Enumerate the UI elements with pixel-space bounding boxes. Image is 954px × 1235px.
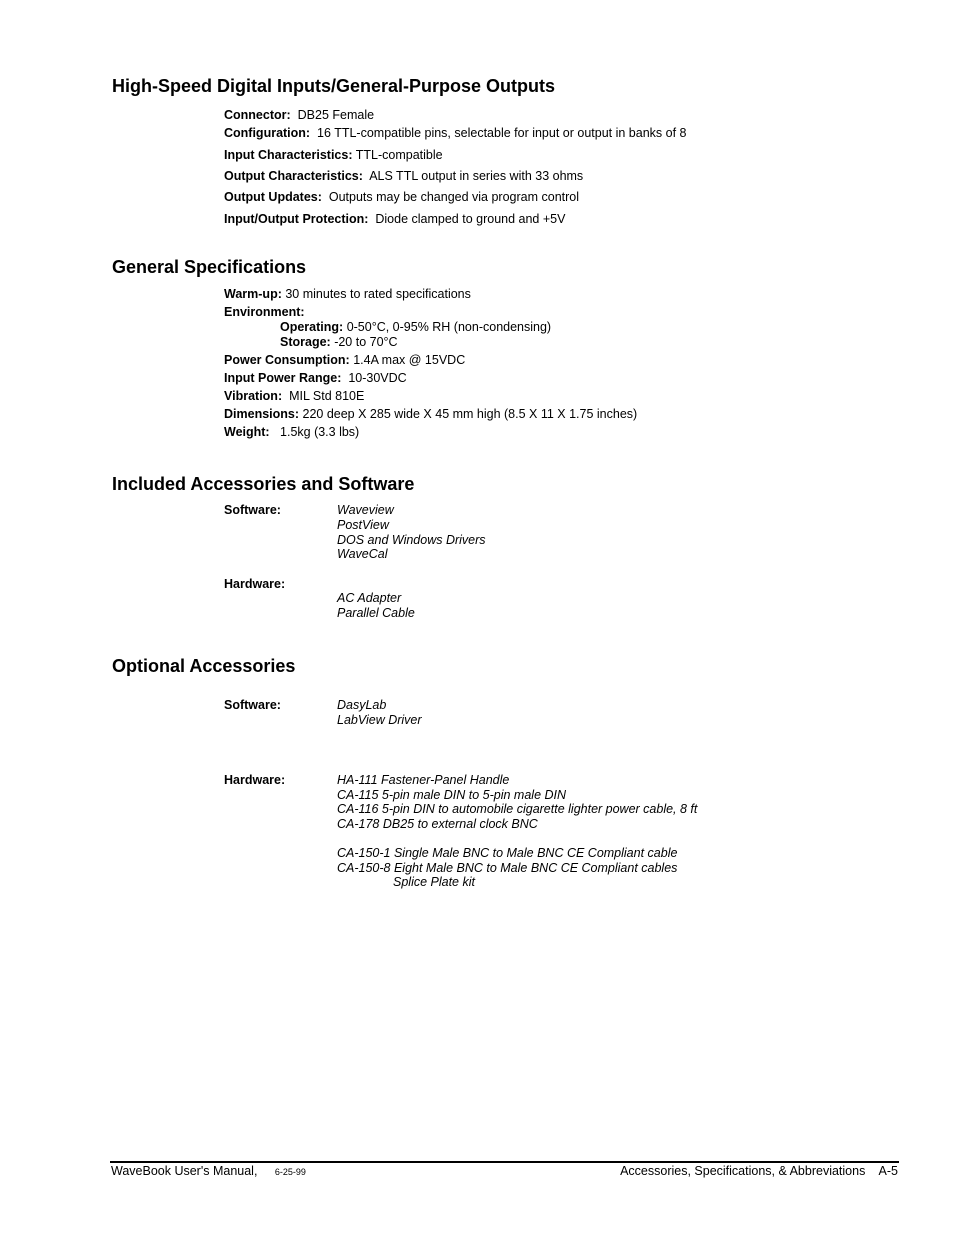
spec-label: Dimensions: [224, 407, 300, 421]
spec-value: Outputs may be changed via program control [328, 190, 580, 204]
spec-line-warmup [224, 287, 471, 302]
list-item: CA-115 5-pin male DIN to 5-pin male DIN [337, 788, 567, 802]
spec-value: ALS TTL output in series with 33 ohms [369, 169, 584, 183]
spec-line-input-characteristics [224, 148, 443, 163]
spec-value: 10-30VDC [348, 371, 407, 385]
spec-value: 1.4A max @ 15VDC [353, 353, 466, 367]
spec-value: 220 deep X 285 wide X 45 mm high (8.5 X 11 X 1.75 inches) [302, 407, 638, 421]
list-item: Parallel Cable [337, 606, 415, 620]
spec-value: 16 TTL-compatible pins, selectable for input or output in banks of 8 [317, 126, 687, 140]
spec-line-power-consumption [224, 353, 465, 368]
list-item: AC Adapter [337, 591, 402, 605]
list-item: CA-150-1 Single Male BNC to Male BNC CE Compliant cable [337, 846, 678, 860]
spec-line-storage [280, 335, 398, 350]
spec-label: Output Characteristics: [224, 169, 363, 183]
spec-label: Input/Output Protection: [224, 212, 369, 226]
spec-line-operating [280, 320, 551, 335]
spec-value: DB25 Female [297, 108, 375, 122]
spec-line-weight [224, 425, 359, 440]
spec-label: Output Updates: [224, 190, 322, 204]
list-item: PostView [337, 518, 389, 532]
spec-line-io-protection [224, 212, 565, 227]
section-heading-optional: Optional Accessories [112, 656, 296, 676]
spec-line-dimensions [224, 407, 637, 422]
spec-label: Weight: [224, 425, 270, 439]
list-item: Splice Plate kit [393, 875, 475, 889]
spec-line-output-characteristics [224, 169, 583, 184]
spec-value: 30 minutes to rated specifications [285, 287, 471, 301]
list-item: CA-178 DB25 to external clock BNC [337, 817, 538, 831]
spec-value: 0-50°C, 0-95% RH (non-condensing) [346, 320, 552, 334]
spec-value: TTL-compatible [355, 148, 443, 162]
list-item: Waveview [337, 503, 394, 517]
spec-label: Power Consumption: [224, 353, 350, 367]
included-hardware-label: Hardware: [224, 577, 286, 591]
spec-value: 1.5kg (3.3 lbs) [280, 425, 360, 439]
included-software-label: Software: [224, 503, 281, 517]
footer-manual: WaveBook User's Manual, [111, 1164, 258, 1178]
section-heading-included: Included Accessories and Software [112, 474, 415, 494]
section-heading-general: General Specifications [112, 257, 307, 277]
section-heading-digital: High-Speed Digital Inputs/General-Purpose Outputs [112, 76, 556, 96]
spec-label: Operating: [280, 320, 344, 334]
footer-chapter: Accessories, Specifications, & Abbreviations [620, 1164, 866, 1178]
spec-line-configuration [224, 126, 686, 141]
list-item: HA-111 Fastener-Panel Handle [337, 773, 510, 787]
optional-hardware-label: Hardware: [224, 773, 286, 787]
spec-value: Diode clamped to ground and +5V [375, 212, 566, 226]
spec-label: Input Characteristics: [224, 148, 353, 162]
spec-value: -20 to 70°C [334, 335, 398, 349]
spec-line-connector [224, 108, 374, 123]
spec-line-output-updates [224, 190, 579, 205]
list-item: CA-150-8 Eight Male BNC to Male BNC CE Compliant cables [337, 861, 678, 875]
footer-date: 6-25-99 [274, 1167, 306, 1177]
spec-line-vibration [224, 389, 364, 404]
spec-label-environment: Environment: [224, 305, 305, 319]
spec-line-input-power-range [224, 371, 407, 386]
spec-label: Vibration: [224, 389, 283, 403]
spec-value: MIL Std 810E [289, 389, 365, 403]
spec-label: Configuration: [224, 126, 311, 140]
list-item: DOS and Windows Drivers [337, 533, 486, 547]
spec-label: Connector: [224, 108, 291, 122]
page-number: A-5 [878, 1164, 898, 1178]
footer-rule [110, 1161, 899, 1163]
footer-chapter-page [620, 1164, 898, 1179]
spec-label: Input Power Range: [224, 371, 342, 385]
footer-manual-title [111, 1164, 306, 1180]
spec-label: Warm-up: [224, 287, 282, 301]
list-item: WaveCal [337, 547, 388, 561]
list-item: LabView Driver [337, 713, 422, 727]
spec-label: Storage: [280, 335, 331, 349]
list-item: CA-116 5-pin DIN to automobile cigarette lighter power cable, 8 ft [337, 802, 698, 816]
optional-software-label: Software: [224, 698, 281, 712]
list-item: DasyLab [337, 698, 387, 712]
